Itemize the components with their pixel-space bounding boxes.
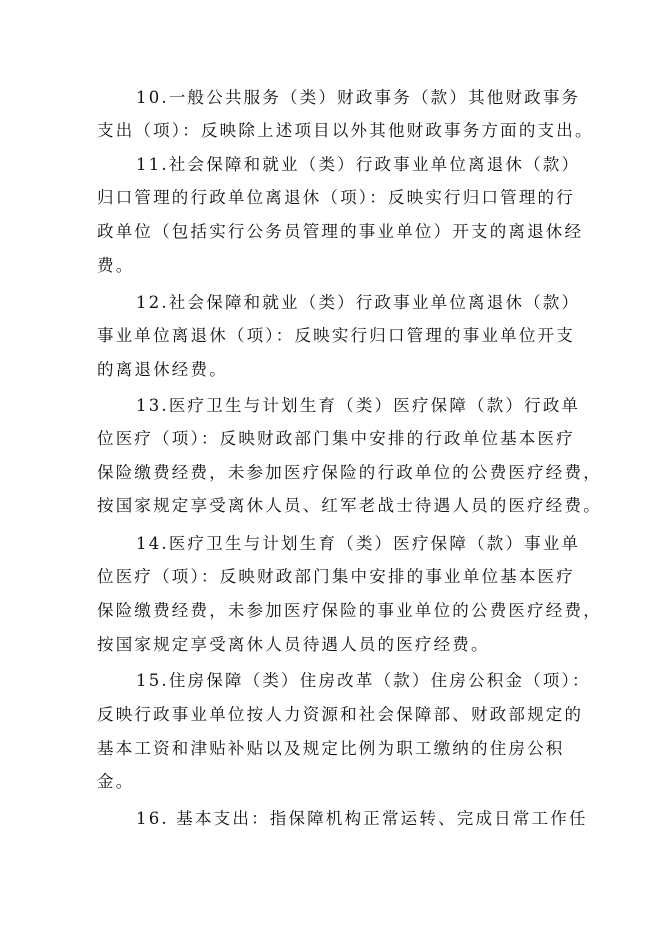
text-line: 归口管理的行政单位离退休（项）：反映实行归口管理的行 (97, 188, 575, 207)
text-line: 基本工资和津贴补贴以及规定比例为职工缴纳的住房公积 (97, 739, 565, 758)
text-line: 15.住房保障（类）住房改革（款）住房公积金（项）： (136, 671, 591, 690)
text-line: 10.一般公共服务（类）财政事务（款）其他财政事务 (136, 88, 581, 107)
text-line: 支出（项）：反映除上述项目以外其他财政事务方面的支出。 (97, 121, 594, 140)
text-line: 反映行政事业单位按人力资源和社会保障部、财政部规定的 (97, 705, 584, 724)
text-line: 11.社会保障和就业（类）行政事业单位离退休（款） (136, 155, 581, 174)
text-line: 金。 (97, 772, 135, 791)
text-line: 的离退休经费。 (97, 360, 228, 379)
text-line: 费。 (97, 256, 135, 275)
text-line: 位医疗（项）：反映财政部门集中安排的事业单位基本医疗 (97, 567, 575, 586)
text-line: 保险缴费经费，未参加医疗保险的行政单位的公费医疗经费， (97, 463, 602, 482)
text-line: 12.社会保障和就业（类）行政事业单位离退休（款） (136, 293, 581, 312)
text-line: 政单位（包括实行公务员管理的事业单位）开支的离退休经 (97, 222, 584, 241)
text-line: 按国家规定享受离休人员、红军老战士待遇人员的医疗经费。 (97, 496, 602, 515)
text-line: 按国家规定享受离休人员待遇人员的医疗经费。 (97, 635, 490, 654)
text-line: 事业单位离退休（项）：反映实行归口管理的事业单位开支 (97, 326, 575, 345)
text-line: 位医疗（项）：反映财政部门集中安排的行政单位基本医疗 (97, 429, 575, 448)
text-line: 13.医疗卫生与计划生育（类）医疗保障（款）行政单 (136, 396, 581, 415)
text-line: 保险缴费经费，未参加医疗保险的事业单位的公费医疗经费， (97, 601, 602, 620)
text-line: 14.医疗卫生与计划生育（类）医疗保障（款）事业单 (136, 534, 581, 553)
text-line: 16. 基本支出：指保障机构正常运转、完成日常工作任 (136, 809, 588, 828)
